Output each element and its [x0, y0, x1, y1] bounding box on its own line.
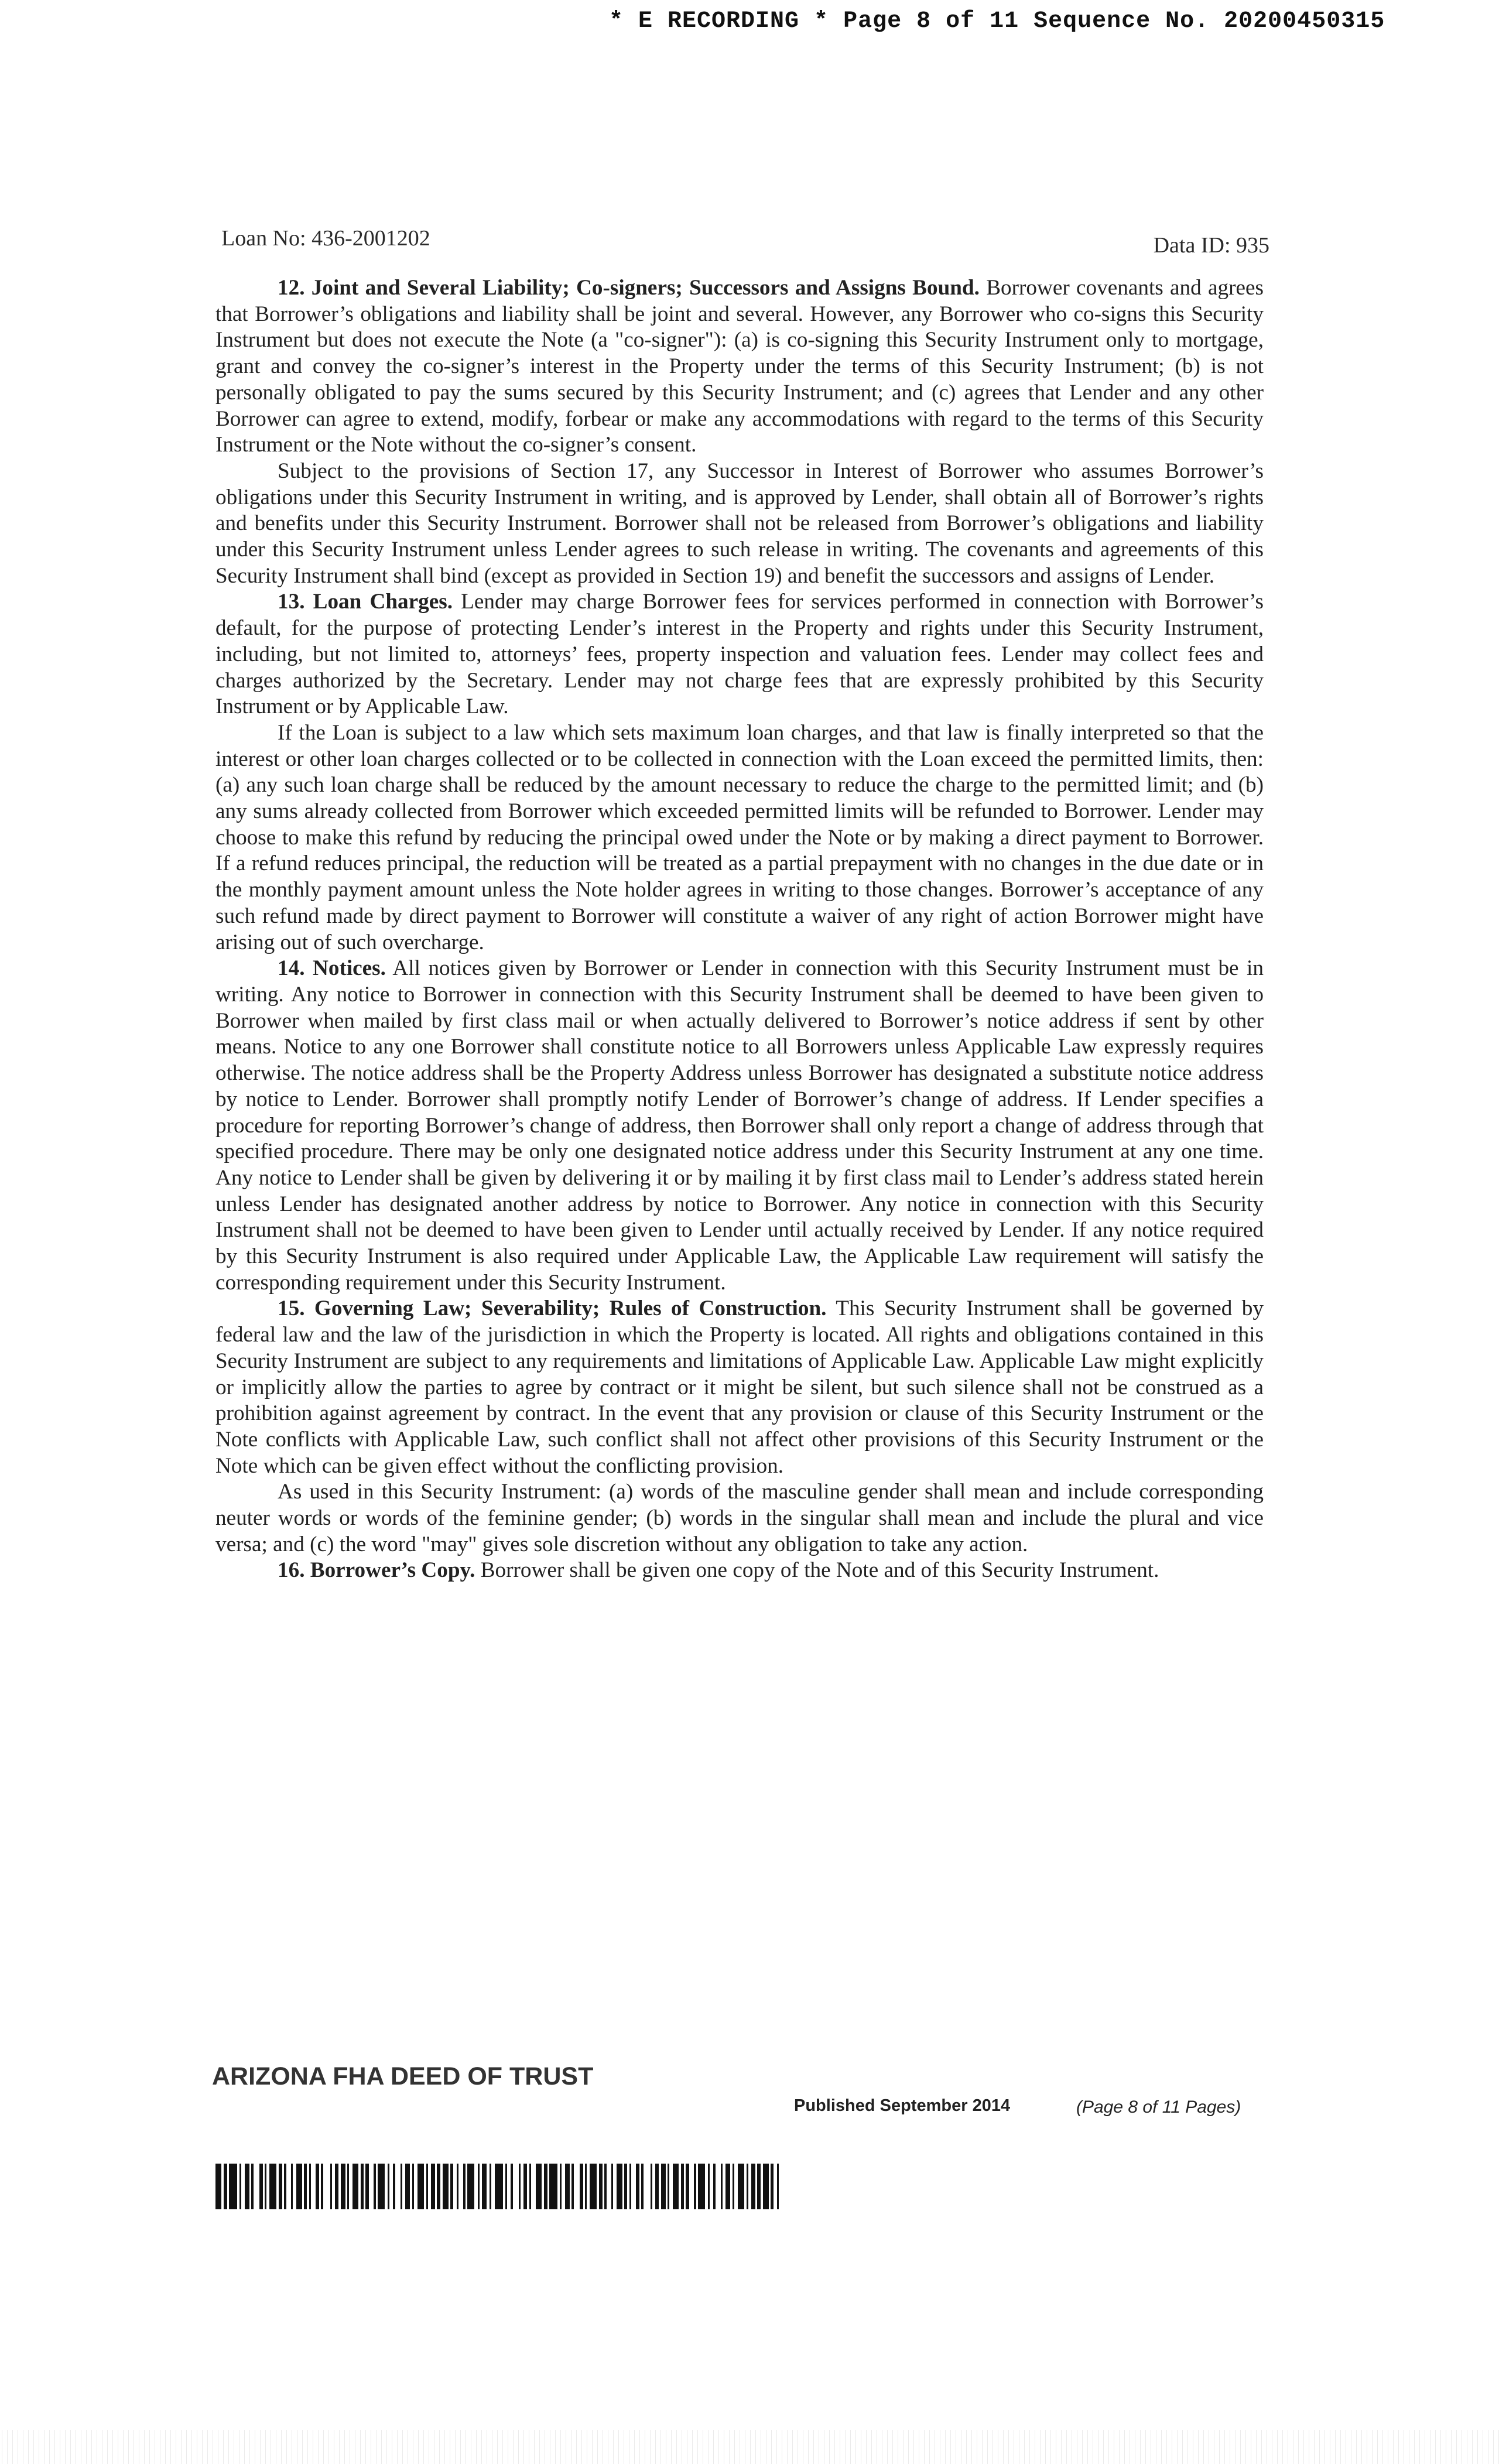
barcode-bar: [369, 2164, 374, 2209]
page-count: (Page 8 of 11 Pages): [1076, 2097, 1241, 2117]
barcode-bar: [644, 2164, 651, 2209]
barcode-bar: [482, 2164, 487, 2209]
section-12-text: Borrower covenants and agrees that Borrower’s obligations and liability shall be joint and several. However, any Borrower who co-signs this Security Instrument but does not execute the Note (a "co-signer"): (a) is co-signing this Security Instrument only to mortgage, grant and convey the co-signer’s interest in the Property under the terms of this Security Instrument; (b) is not personally obligated to pay the sums secured by this Security Instrument; and (c) agrees that Lender and any other Borrower can agree to extend, modify, forbear or make any accommodations with regard to the terms of this Security Instrument or the Note without the co-signer’s consent.: [215, 276, 1264, 457]
barcode-bar: [549, 2164, 557, 2209]
barcode-bar: [286, 2164, 291, 2209]
barcode-bar: [738, 2164, 744, 2209]
section-16-text: Borrower shall be given one copy of the Note and of this Security Instrument.: [480, 1558, 1159, 1583]
barcode-bar: [617, 2164, 622, 2209]
section-15-heading: 15. Governing Law; Severability; Rules of Construction.: [278, 1296, 827, 1321]
section-13-paragraph: [215, 589, 1264, 720]
barcode-bar: [763, 2164, 769, 2209]
barcode-bar: [661, 2164, 666, 2209]
section-14-heading: 14. Notices.: [278, 956, 386, 981]
barcode-bar: [254, 2164, 259, 2209]
barcode-bar: [311, 2164, 316, 2209]
section-15-paragraph-2: As used in this Security Instrument: (a) words of the masculine gender shall mean and include corresponding neuter words or words of the feminine gender; (b) words in the singular shall mean and include the plural and vice versa; and (c) the word "may" gives sole discretion without any obligation to take any action.: [215, 1480, 1264, 1556]
scan-artifact-strip: [0, 2430, 1499, 2464]
barcode-bar: [574, 2164, 580, 2209]
section-12-paragraph: [215, 275, 1264, 458]
section-12-paragraph-2: Subject to the provisions of Section 17, any Successor in Interest of Borrower who assumes Borrower’s obligations under this Security Instrument in writing, and is approved by Lender, shall obtain all of Borrower’s rights and benefits under this Security Instrument. Borrower shall not be released from Borrower’s obligations and liability under this Security Instrument unless Lender agrees to such release in writing. The covenants and agreements of this Security Instrument shall bind (except as provided in Section 19) and benefit the successors and assigns of Lender.: [215, 458, 1264, 588]
barcode-bar: [495, 2164, 503, 2209]
document-barcode: [215, 2164, 781, 2209]
barcode-bar: [689, 2164, 694, 2209]
barcode-bar: [467, 2164, 474, 2209]
barcode-bar: [229, 2164, 237, 2209]
barcode-bar: [458, 2164, 463, 2209]
barcode-bar: [443, 2164, 449, 2209]
barcode-bar: [590, 2164, 597, 2209]
barcode-bar: [417, 2164, 424, 2209]
section-13-text: Lender may charge Borrower fees for services performed in connection with Borrower’s default, for the purpose of protecting Lender’s interest in the Property and rights under this Security Instrument, including, but not limited to, attorneys’ fees, property inspection and valuation fees. Lender may collect fees and charges authorized by the Secretary. Lender may not charge fees that are expressly prohibited by this Security Instrument or by Applicable Law.: [215, 590, 1264, 719]
section-13-paragraph-2: If the Loan is subject to a law which sets maximum loan charges, and that law is finally interpreted so that the interest or other loan charges collected or to be collected in connection with the Loan exceed the permitted limits, then: (a) any such loan charge shall be reduced by the amount necessary to reduce the charge to the permitted limit; and (b) any sums already collected from Borrower which exceeded permitted limits will be refunded to Borrower. Lender may choose to make this refund by reducing the principal owed under the Note or by making a direct payment to Borrower. If a refund reduces principal, the reduction will be treated as a partial prepayment with no changes in the due date or in the monthly payment amount unless the Note holder agrees in writing to those changes. Borrower’s acceptance of any such refund made by direct payment to Borrower will constitute a waiver of any right of action Borrower might have arising out of such overcharge.: [215, 720, 1264, 954]
barcode-bar: [215, 2164, 221, 2209]
document-body: [215, 275, 1264, 1584]
barcode-bar: [779, 2164, 781, 2209]
data-id: Data ID: 935: [1153, 233, 1269, 258]
barcode-bar: [323, 2164, 330, 2209]
section-16-heading: 16. Borrower’s Copy.: [278, 1558, 475, 1583]
section-14-paragraph: [215, 956, 1264, 1296]
barcode-bar: [673, 2164, 679, 2209]
barcode-bar: [531, 2164, 536, 2209]
section-12-heading: 12. Joint and Several Liability; Co-signers; Successors and Assigns Bound.: [278, 276, 980, 300]
form-title: ARIZONA FHA DEED OF TRUST: [212, 2062, 594, 2090]
section-13-heading: 13. Loan Charges.: [278, 590, 453, 614]
barcode-bar: [245, 2164, 249, 2209]
section-16-paragraph: [215, 1558, 1264, 1584]
section-14-text: All notices given by Borrower or Lender in connection with this Security Instrument must be in writing. Any notice to Borrower in connection with this Security Instrument shall be deemed to have been given to Borrower when mailed by first class mail or when actually delivered to Borrower’s notice address if sent by other means. Notice to any one Borrower shall constitute notice to all Borrowers unless Applicable Law expressly requires otherwise. The notice address shall be the Property Address unless Borrower has designated a substitute notice address by notice to Lender. Borrower shall promptly notify Lender of Borrower’s change of address. If Lender specifies a procedure for reporting Borrower’s change of address, then Borrower shall only report a change of address through that specified procedure. There may be only one designated notice address under this Security Instrument at any one time. Any notice to Lender shall be given by delivering it or by mailing it by first class mail to Lender’s address stated herein unless Lender has designated another address by notice to Borrower. Any notice in connection with this Security Instrument shall not be deemed to have been given to Lender until actually received by Lender. If any notice required by this Security Instrument is also required under Applicable Law, the Applicable Law requirement will satisfy the corresponding requirement under this Security Instrument.: [215, 956, 1264, 1295]
published-date: Published September 2014: [794, 2096, 1011, 2115]
barcode-bar: [716, 2164, 721, 2209]
barcode-bar: [513, 2164, 519, 2209]
barcode-bar: [378, 2164, 385, 2209]
barcode-bar: [536, 2164, 542, 2209]
barcode-bar: [405, 2164, 410, 2209]
barcode-bar: [431, 2164, 435, 2209]
section-15-paragraph: [215, 1296, 1264, 1479]
barcode-bar: [607, 2164, 611, 2209]
barcode-bar: [269, 2164, 276, 2209]
barcode-bar: [725, 2164, 730, 2209]
recording-stamp: * E RECORDING * Page 8 of 11 Sequence No. 20200450315: [609, 8, 1385, 35]
barcode-bar: [395, 2164, 401, 2209]
barcode-bar: [631, 2164, 636, 2209]
barcode-bar: [698, 2164, 705, 2209]
barcode-bar: [341, 2164, 345, 2209]
barcode-bar: [352, 2164, 358, 2209]
loan-number: Loan No: 436-2001202: [221, 226, 430, 251]
barcode-bar: [296, 2164, 302, 2209]
barcode-bar: [751, 2164, 755, 2209]
barcode-bar: [565, 2164, 570, 2209]
section-15-text: This Security Instrument shall be governed by federal law and the law of the jurisdiction in which the Property is located. All rights and obligations contained in this Security Instrument are subject to any requirements and limitations of Applicable Law. Applicable Law might explicitly or implicitly allow the parties to agree by contract or it might be silent, but such silence shall not be construed as a prohibition against agreement by contract. In the event that any provision or clause of this Security Instrument or the Note conflicts with Applicable Law, such conflict shall not affect other provisions of this Security Instrument or the Note which can be given effect without the conflicting provision.: [215, 1296, 1264, 1478]
